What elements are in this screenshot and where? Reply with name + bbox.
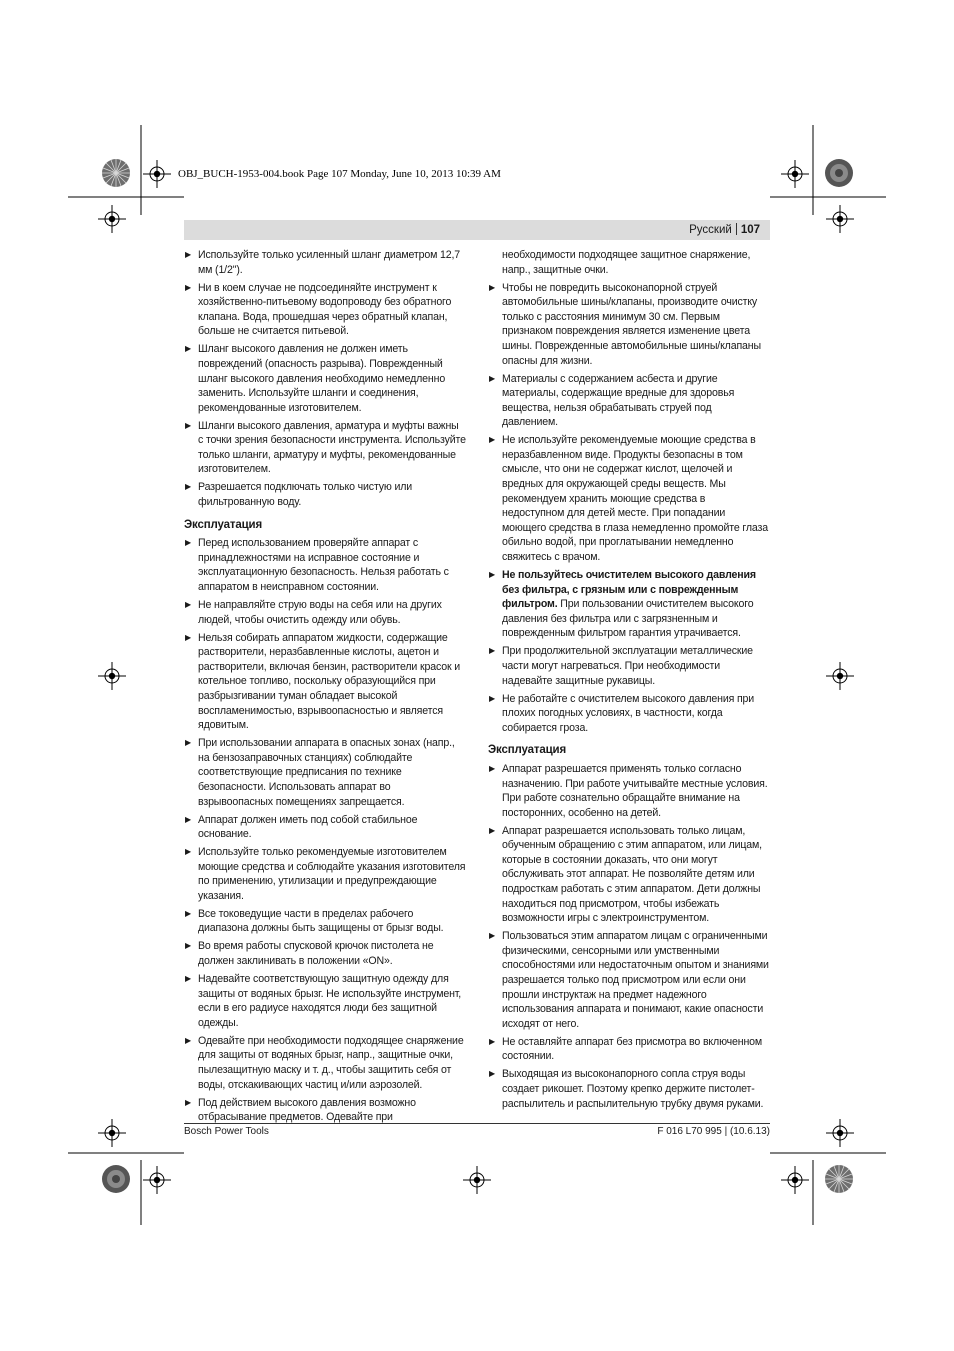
registration-mark-icon: [826, 662, 854, 690]
list-item: ▶ Все токоведущие части в пределах рабочего диапазона должны быть защищены от брызг воды.: [184, 907, 466, 936]
list-item: ▶ Надевайте соответствующую защитную одежду для защиты от водяных брызг. Не используйте инструмент, если в его радиусе находятся люди без защитной одежды.: [184, 972, 466, 1030]
list-item: ▶ Нельзя собирать аппаратом жидкости, содержащие растворители, неразбавленные кислоты, ацетон и растворители, включая бензин, растворители красок и котельное топливо, поскольку образующийся при разбрызгивании туман обладает высокой воспламенимостью, взрывоопасностью и является ядовитым.: [184, 631, 466, 733]
list-item: ▶ Не работайте с очистителем высокого давления при плохих погодных условиях, в частности, когда собирается гроза.: [488, 692, 770, 736]
list-item: ▶ Разрешается подключать только чистую или фильтрованную воду.: [184, 480, 466, 509]
color-target-icon: [101, 1164, 131, 1194]
registration-mark-icon: [98, 662, 126, 690]
list-item: ▶ Шланги высокого давления, арматура и муфты важны с точки зрения безопасности инструмента. Используйте только шланги, арматуру и муфты, рекомендованные изготовителем.: [184, 419, 466, 477]
registration-mark-icon: [781, 160, 809, 188]
list-item: ▶ Чтобы не повредить высоконапорной струей автомобильные шины/клапаны, производите очистку только с расстояния минимум 30 см. Первым признаком повреждения является изменение цвета шины. Поврежденные автомобильные шины/клапаны опасны для жизни.: [488, 281, 770, 369]
registration-mark-icon: [98, 205, 126, 233]
list-item: ▶ При продолжительной эксплуатации металлические части могут нагреваться. При необходимости надевайте защитные рукавицы.: [488, 644, 770, 688]
registration-mark-icon: [143, 1166, 171, 1194]
book-file-info: OBJ_BUCH-1953-004.book Page 107 Monday, June 10, 2013 10:39 AM: [178, 168, 501, 180]
list-item: ▶ Аппарат должен иметь под собой стабильное основание.: [184, 813, 466, 842]
list-item: ▶ Шланг высокого давления не должен иметь повреждений (опасность разрыва). Поврежденный шланг высокого давления необходимо немедленно заменить. Используйте шланги и соединения, рекомендованные изготовителем.: [184, 342, 466, 415]
list-item: ▶ Ни в коем случае не подсоединяйте инструмент к хозяйственно-питьевому водопроводу без обратного клапана. Вода, прошедшая через обратный клапан, больше не считается питьевой.: [184, 281, 466, 339]
registration-mark-icon: [826, 205, 854, 233]
filter-warning-bold: Не пользуйтесь очистителем высокого давления без фильтра, с грязным или с поврежденным фильтром.: [502, 569, 756, 611]
registration-mark-icon: [143, 160, 171, 188]
registration-mark-icon: [826, 1119, 854, 1147]
filter-warning-text: При пользовании очистителем высокого давления без фильтра или с загрязненным и поврежденным фильтром гарантия утрачивается.: [502, 598, 754, 640]
list-item: ▶ Не оставляйте аппарат без присмотра во включенном состоянии.: [488, 1035, 770, 1064]
list-item: ▶ Во время работы спусковой крючок пистолета не должен заклинивать в положении «ON».: [184, 939, 466, 968]
list-item: ▶ Используйте только усиленный шланг диаметром 12,7 мм (1/2").: [184, 248, 466, 277]
list-item: ▶ Одевайте при необходимости подходящее снаряжение для защиты от водяных брызг, напр., защитные очки, пылезащитную маску и т. д., чтобы защитить себя от воды, отскакивающих частиц и/или аэрозолей.: [184, 1034, 466, 1092]
footer-doc-code: F 016 L70 995 | (10.6.13): [657, 1126, 770, 1137]
page-number: 107: [740, 224, 760, 236]
list-item: ▶ Аппарат разрешается применять только согласно назначению. При работе учитывайте местные условия. При работе сознательно обращайте внимание на посторонних, особенно на детей.: [488, 762, 770, 820]
list-item: ▶ Под действием высокого давления возможно отбрасывание предметов. Одевайте при: [184, 1096, 466, 1125]
color-target-icon: [824, 158, 854, 188]
registration-mark-icon: [781, 1166, 809, 1194]
color-target-icon: [824, 1164, 854, 1194]
list-item: ▶ При использовании аппарата в опасных зонах (напр., на бензозаправочных станциях) соблюдайте соответствующие предписания по технике безопасности. Использовать аппарат во взрывоопасных помещениях запрещается.: [184, 736, 466, 809]
registration-mark-icon: [463, 1166, 491, 1194]
header-language: Русский: [689, 224, 732, 236]
section-title-operation: Эксплуатация: [488, 744, 566, 757]
color-target-icon: [101, 158, 131, 188]
list-item: ▶ Не направляйте струю воды на себя или на других людей, чтобы очистить одежду или обувь.: [184, 598, 466, 627]
list-item: ▶ Материалы с содержанием асбеста и другие материалы, содержащие вредные для здоровья вещества, нельзя обрабатывать струей под давлением.: [488, 372, 770, 430]
registration-mark-icon: [98, 1119, 126, 1147]
list-item: ▶ Выходящая из высоконапорного сопла струя воды создает рикошет. Поэтому крепко держите пистолет-распылитель и распылительную трубку двумя руками.: [488, 1067, 770, 1111]
list-item: ▶ Перед использованием проверяйте аппарат с принадлежностями на исправное состояние и эксплуатационную безопасность. Нельзя работать с аппаратом в неисправном состоянии.: [184, 536, 466, 594]
section-title-operation: Эксплуатация: [184, 518, 262, 531]
list-item: ▶ Пользоваться этим аппаратом лицам с ограниченными физическими, сенсорными или умственными способностями или недостаточным опытом и знаниями разрешается только под присмотром или если они прошли инструктаж на предмет надежного использования аппарата и понимают, какие опасности исходят от него.: [488, 929, 770, 1031]
list-item: ▶ Используйте только рекомендуемые изготовителем моющие средства и соблюдайте указания изготовителя по применению, утилизации и предупреждающие указания.: [184, 845, 466, 903]
footer-publisher: Bosch Power Tools: [184, 1126, 269, 1137]
list-item: ▶ Не используйте рекомендуемые моющие средства в неразбавленном виде. Продукты безопасны в том смысле, что они не содержат кислот, щелочей и вредных для окружающей среды веществ. Мы рекомендуем хранить моющие средства в недоступном для детей месте. При попадании моющего средства в глаза немедленно промойте глаза обильно водой, при проглатывании немедленно свяжитесь с врачом.: [488, 433, 770, 564]
continued-text: необходимости подходящее защитное снаряжение, напр., защитные очки.: [502, 249, 751, 276]
list-item: ▶ Аппарат разрешается использовать только лицам, обученным обращению с этим аппаратом, или лицам, которые в состоянии доказать, что они могут обслуживать этот аппарат. Не позволяйте детям или подросткам работать с этим аппаратом. Дети должны находиться под присмотром, чтобы избежать возможности игры с электроинструментом.: [488, 824, 770, 926]
